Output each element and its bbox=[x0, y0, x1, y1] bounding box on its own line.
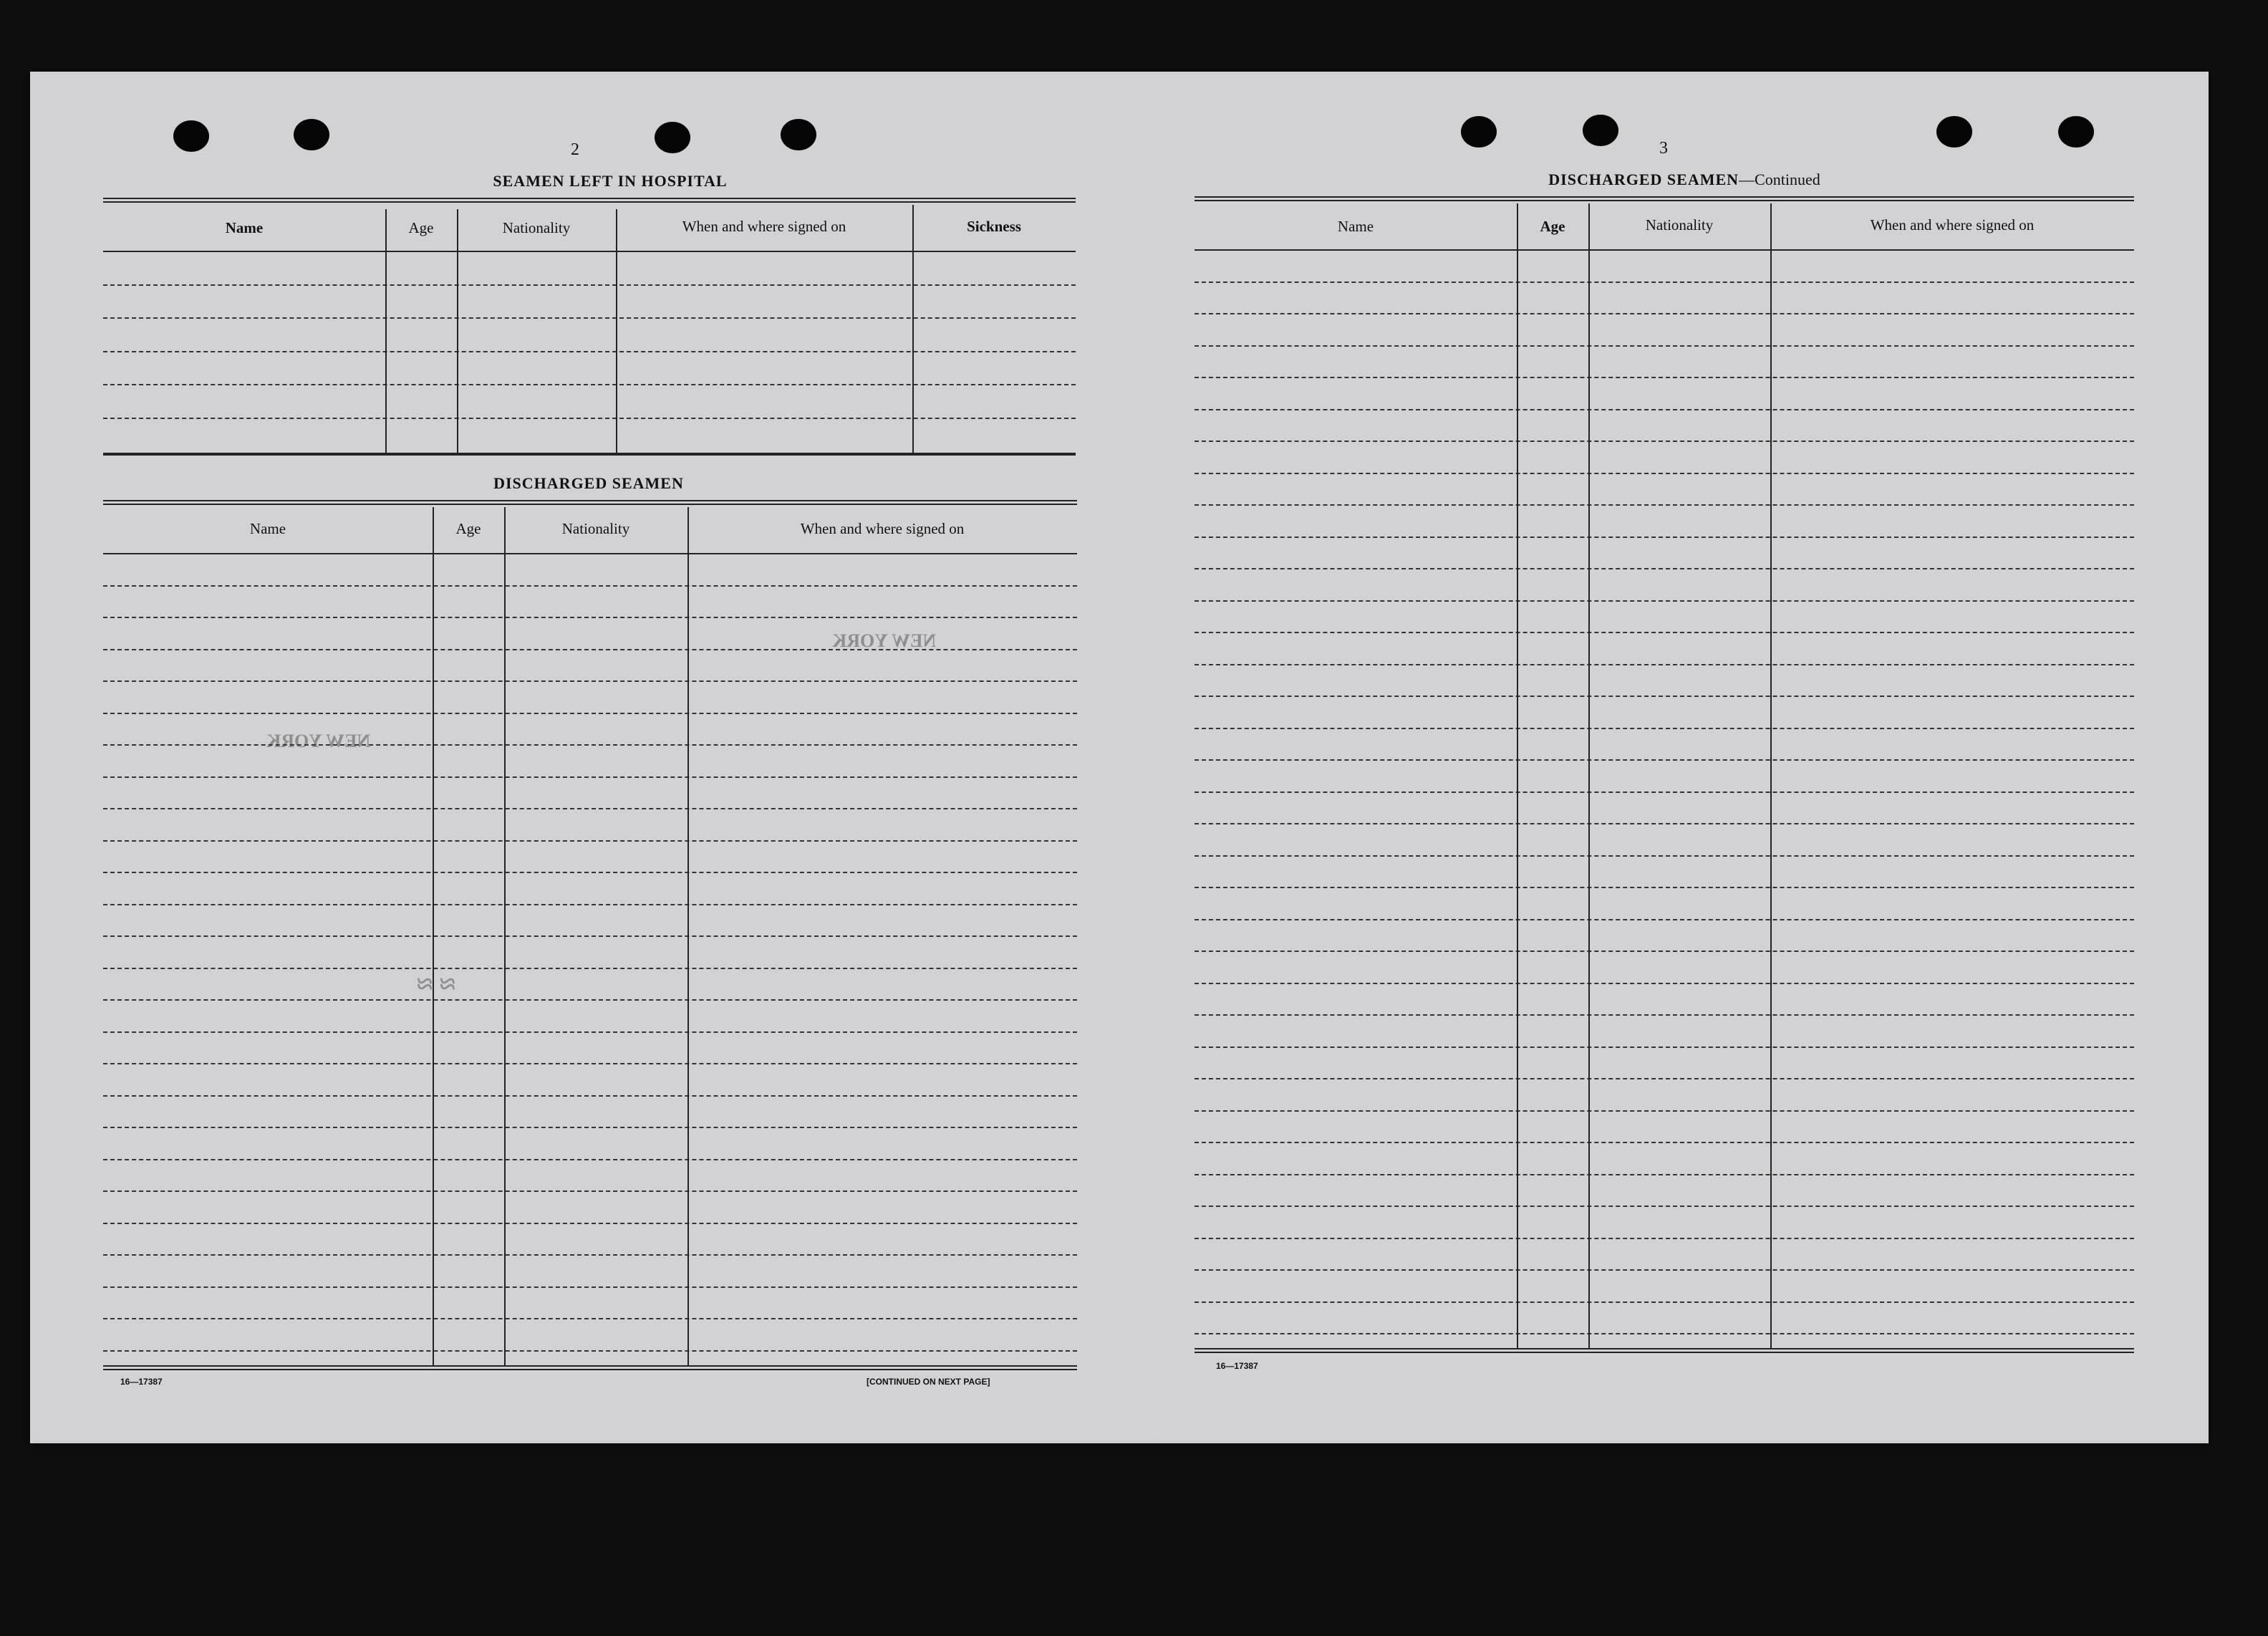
table-row-line bbox=[1195, 855, 2134, 857]
hospital-col-sickness: Sickness bbox=[967, 218, 1021, 235]
discharged-col-signed-on: When and where signed on bbox=[800, 520, 965, 537]
punch-hole bbox=[1461, 116, 1497, 148]
table-row-line bbox=[1195, 473, 2134, 474]
table-row-line bbox=[103, 384, 1076, 385]
form-number-right: 16—17387 bbox=[1216, 1361, 1258, 1371]
hospital-col-age: Age bbox=[408, 219, 434, 236]
page-number-left: 2 bbox=[571, 140, 579, 159]
right-divider bbox=[1770, 203, 1772, 1348]
punch-hole bbox=[173, 120, 209, 152]
table-row-line bbox=[103, 585, 1077, 587]
discharged-divider bbox=[687, 507, 689, 1365]
table-row-line bbox=[1195, 791, 2134, 793]
table-row-line bbox=[1195, 313, 2134, 314]
table-row-line bbox=[1195, 728, 2134, 729]
table-row-line bbox=[103, 351, 1076, 352]
page-number-right: 3 bbox=[1659, 139, 1668, 158]
table-row-line bbox=[103, 776, 1077, 778]
hospital-divider bbox=[457, 209, 458, 453]
table-row-line bbox=[103, 418, 1076, 419]
table-row-line bbox=[1195, 1301, 2134, 1303]
table-row-line bbox=[103, 968, 1077, 969]
table-row-line bbox=[1195, 409, 2134, 410]
discharged-col-nationality: Nationality bbox=[561, 520, 630, 537]
discharged-divider bbox=[504, 507, 506, 1365]
hospital-bottom-rule bbox=[103, 453, 1076, 456]
table-row-line bbox=[103, 1223, 1077, 1224]
hospital-divider bbox=[385, 209, 387, 453]
table-row-line bbox=[103, 680, 1077, 682]
table-row-line bbox=[1195, 1142, 2134, 1143]
table-row-line bbox=[1195, 951, 2134, 952]
table-row-line bbox=[1195, 1238, 2134, 1239]
discharged-header-rule bbox=[103, 553, 1077, 554]
table-row-line bbox=[1195, 1014, 2134, 1016]
table-row-line bbox=[103, 808, 1077, 809]
table-row-line bbox=[1195, 1110, 2134, 1112]
hospital-top-rule bbox=[103, 198, 1076, 203]
table-row-line bbox=[1195, 377, 2134, 378]
table-row-line bbox=[1195, 1206, 2134, 1207]
table-row-line bbox=[103, 1127, 1077, 1128]
discharged-col-name: Name bbox=[249, 520, 286, 537]
table-row-line bbox=[1195, 441, 2134, 442]
bleed-through-mark: NEW YORK bbox=[832, 630, 937, 651]
table-row-line bbox=[103, 617, 1077, 618]
table-row-line bbox=[1195, 983, 2134, 984]
right-bottom-rule bbox=[1195, 1348, 2134, 1353]
table-row-line bbox=[103, 713, 1077, 714]
table-row-line bbox=[103, 1190, 1077, 1192]
table-row-line bbox=[1195, 1046, 2134, 1048]
hospital-divider bbox=[912, 205, 914, 453]
discharged-section-title: DISCHARGED SEAMEN bbox=[493, 474, 684, 492]
punch-hole bbox=[781, 119, 816, 150]
table-row-line bbox=[1195, 282, 2134, 283]
table-row-line bbox=[103, 317, 1076, 319]
table-row-line bbox=[103, 1254, 1077, 1256]
right-divider bbox=[1517, 203, 1518, 1348]
hospital-section-title: SEAMEN LEFT IN HOSPITAL bbox=[493, 172, 728, 190]
table-row-line bbox=[1195, 1269, 2134, 1271]
table-row-line bbox=[103, 840, 1077, 842]
discharged-divider bbox=[433, 507, 434, 1365]
right-col-signed-on: When and where signed on bbox=[1870, 216, 2035, 234]
hospital-header-rule bbox=[103, 251, 1076, 252]
table-row-line bbox=[1195, 696, 2134, 697]
discharged-continued-title bbox=[1290, 170, 2078, 189]
table-row-line bbox=[1195, 504, 2134, 506]
right-top-rule bbox=[1195, 196, 2134, 201]
table-row-line bbox=[103, 1350, 1077, 1352]
continued-note: [CONTINUED ON NEXT PAGE] bbox=[867, 1377, 990, 1387]
table-row-line bbox=[1195, 632, 2134, 633]
table-row-line bbox=[103, 1031, 1077, 1033]
punch-hole bbox=[1936, 116, 1972, 148]
right-col-age: Age bbox=[1540, 218, 1565, 235]
table-row-line bbox=[1195, 1333, 2134, 1334]
table-row-line bbox=[103, 999, 1077, 1001]
page-fold bbox=[1153, 72, 1155, 1443]
table-row-line bbox=[1195, 536, 2134, 538]
discharged-col-age: Age bbox=[455, 520, 481, 537]
table-row-line bbox=[103, 1159, 1077, 1160]
table-row-line bbox=[103, 284, 1076, 286]
table-row-line bbox=[1195, 664, 2134, 665]
punch-hole bbox=[294, 119, 329, 150]
discharged-continued-title-main: DISCHARGED SEAMEN bbox=[1548, 170, 1739, 188]
right-divider bbox=[1588, 203, 1590, 1348]
punch-hole bbox=[655, 122, 690, 153]
table-row-line bbox=[1195, 600, 2134, 602]
document-sheet bbox=[30, 72, 2209, 1443]
table-row-line bbox=[103, 872, 1077, 873]
table-row-line bbox=[1195, 823, 2134, 824]
punch-hole bbox=[2058, 116, 2094, 148]
table-row-line bbox=[103, 1063, 1077, 1064]
right-col-nationality: Nationality bbox=[1645, 216, 1714, 234]
table-row-line bbox=[1195, 1078, 2134, 1079]
table-row-line bbox=[103, 904, 1077, 905]
table-row-line bbox=[1195, 345, 2134, 347]
right-col-name: Name bbox=[1337, 218, 1374, 235]
table-row-line bbox=[1195, 887, 2134, 888]
table-row-line bbox=[103, 1286, 1077, 1288]
bleed-through-mark: ≈ ≈ bbox=[417, 968, 455, 1000]
table-row-line bbox=[1195, 919, 2134, 920]
hospital-col-signed-on: When and where signed on bbox=[682, 218, 846, 235]
punch-hole bbox=[1583, 115, 1618, 146]
hospital-col-name: Name bbox=[225, 219, 264, 236]
hospital-col-nationality: Nationality bbox=[502, 219, 571, 236]
table-row-line bbox=[1195, 568, 2134, 569]
table-row-line bbox=[1195, 1174, 2134, 1175]
table-row-line bbox=[103, 935, 1077, 937]
table-row-line bbox=[103, 744, 1077, 746]
bleed-through-mark: NEW YORK bbox=[266, 731, 371, 751]
discharged-bottom-rule bbox=[103, 1365, 1077, 1370]
table-row-line bbox=[1195, 759, 2134, 761]
discharged-top-rule bbox=[103, 500, 1077, 505]
right-header-rule bbox=[1195, 249, 2134, 251]
form-number-left: 16—17387 bbox=[120, 1377, 163, 1387]
table-row-line bbox=[103, 1095, 1077, 1097]
table-row-line bbox=[103, 1318, 1077, 1319]
discharged-continued-title-suffix: —Continued bbox=[1739, 170, 1820, 188]
hospital-divider bbox=[616, 209, 617, 453]
